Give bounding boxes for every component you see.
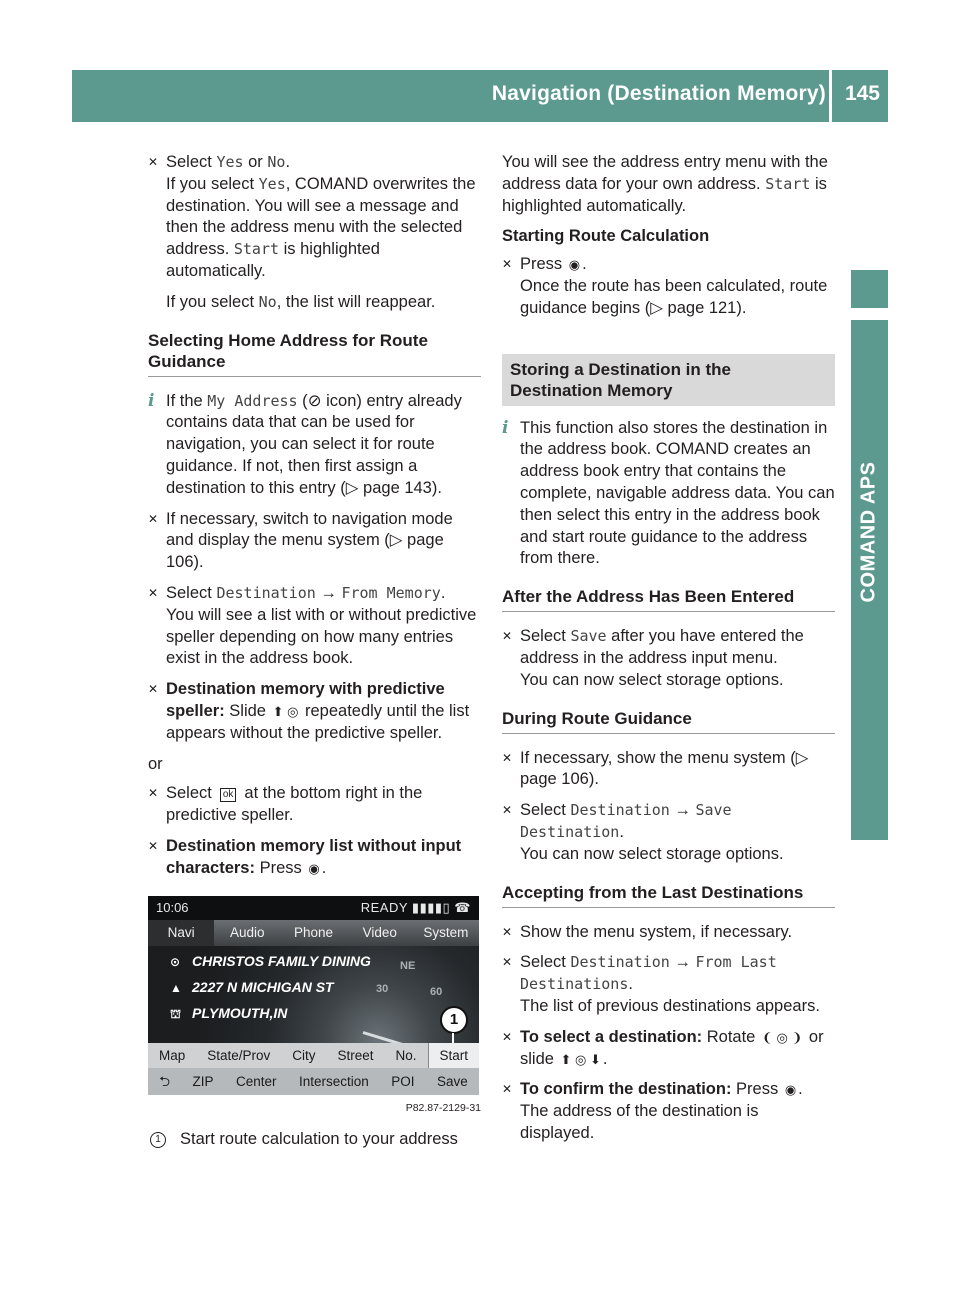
instruction-step: ✕ If necessary, switch to navigation mode and display the menu system (▷ page 106). bbox=[148, 509, 453, 572]
ok-key-icon: ok bbox=[220, 788, 237, 802]
screen-btn-map[interactable]: Map bbox=[158, 1047, 186, 1063]
screen-status-text: READY ▮▮▮▮▯ ☎ bbox=[360, 899, 471, 915]
comand-screen-figure bbox=[148, 896, 479, 1095]
section-heading-after-address: After the Address Has Been Entered bbox=[502, 586, 835, 612]
step-arrow-icon: ✕ bbox=[502, 924, 513, 939]
instruction-step: ✕ Select Save after you have entered the address in the address input menu. You can now select storage options. bbox=[502, 627, 804, 689]
step-arrow-icon: ✕ bbox=[502, 803, 513, 818]
heading-starting-route: Starting Route Calculation bbox=[502, 227, 710, 246]
instruction-step: ✕ Select ok at the bottom right in the predictive speller. bbox=[148, 784, 423, 825]
instruction-step: ✕ Destination memory list without input characters: Press ◉ . bbox=[148, 836, 481, 880]
side-tab bbox=[851, 320, 888, 840]
figure-callout-1: 1 bbox=[440, 1006, 468, 1034]
press-controller-icon: ◉ bbox=[308, 860, 320, 876]
section-heading-during-guidance: During Route Guidance bbox=[502, 708, 835, 734]
screen-btn-no[interactable]: No. bbox=[395, 1047, 417, 1063]
screen-btn-center[interactable]: Center bbox=[236, 1073, 277, 1089]
screen-status-bar bbox=[148, 896, 479, 920]
slide-up-controller-icon: ⬆ ◎ bbox=[272, 703, 299, 719]
screen-tab-phone[interactable]: Phone bbox=[293, 924, 334, 940]
press-controller-icon: ◉ bbox=[568, 257, 581, 273]
step-arrow-icon: ✕ bbox=[502, 629, 513, 644]
info-note: i If the My Address (⊘ icon) entry already contains data that can be used for navigation, you can select it for route guidance. If not, then first assign a destination to this entry (▷ page 143). bbox=[148, 390, 462, 497]
step-arrow-icon: ✕ bbox=[148, 585, 159, 600]
address-row-city: ⛫ PLYMOUTH,IN bbox=[170, 1003, 287, 1026]
screen-tab-navi[interactable]: Navi bbox=[148, 920, 214, 946]
screen-btn-poi[interactable]: POI bbox=[391, 1073, 415, 1089]
section-heading-home-address: Selecting Home Address for Route Guidance bbox=[148, 330, 481, 377]
address-row-name: ⊙ CHRISTOS FAMILY DINING bbox=[170, 951, 371, 974]
city-icon: ⛫ bbox=[170, 1006, 182, 1021]
step-note: If you select No, the list will reappear. bbox=[166, 292, 436, 311]
page-number: 145 bbox=[844, 82, 880, 105]
screen-address-panel bbox=[148, 946, 479, 1043]
side-tab-label: COMAND APS bbox=[857, 461, 880, 603]
screen-option-bar bbox=[148, 1068, 479, 1095]
step-arrow-icon: ✕ bbox=[502, 1082, 513, 1097]
back-icon[interactable]: ⮌ bbox=[159, 1073, 171, 1089]
or-text: or bbox=[148, 754, 163, 773]
press-controller-icon: ◉ bbox=[784, 1082, 797, 1098]
screen-btn-save[interactable]: Save bbox=[437, 1073, 468, 1089]
left-column bbox=[148, 152, 481, 1151]
figure-reference: P82.87-2129-31 bbox=[405, 1101, 481, 1114]
instruction-step: ✕ Destination memory with predictive speller: Slide ⬆ ◎ repeatedly until the list appears without the predictive speller. bbox=[148, 680, 470, 742]
step-arrow-icon: ✕ bbox=[502, 955, 513, 970]
callout-number-icon: 1 bbox=[150, 1132, 166, 1148]
screen-btn-city[interactable]: City bbox=[292, 1047, 316, 1063]
compass-ne-label: NE bbox=[400, 959, 416, 972]
instruction-step: ✕ Select Destination → From Last Destinations. The list of previous destinations appears. bbox=[502, 953, 820, 1015]
screen-btn-start[interactable]: Start bbox=[428, 1043, 479, 1068]
step-arrow-icon: ✕ bbox=[148, 682, 159, 697]
step-arrow-icon: ✕ bbox=[502, 1029, 513, 1044]
figure-caption: 1 Start route calculation to your address bbox=[148, 1129, 481, 1151]
no-entry-icon: ⊘ bbox=[307, 391, 322, 410]
step-arrow-icon: ✕ bbox=[148, 786, 159, 801]
side-tab-marker bbox=[851, 270, 888, 308]
page-title: Navigation (Destination Memory) bbox=[491, 82, 826, 105]
instruction-step: ✕ Select Destination → From Memory. You will see a list with or without predictive speller depending on how many entries exist in the address book. bbox=[148, 583, 477, 668]
screen-address-bar bbox=[148, 1043, 479, 1068]
right-column bbox=[502, 152, 835, 1154]
instruction-step: ✕ To confirm the destination: Press ◉ . The address of the destination is displayed. bbox=[502, 1080, 803, 1142]
poi-icon: ⊙ bbox=[170, 954, 181, 969]
step-arrow-icon: ✕ bbox=[148, 511, 159, 526]
instruction-step: ✕ To select a destination: Rotate ❨ ◎ ❩ or slide ⬆ ◎ ⬇ . bbox=[502, 1027, 835, 1071]
instruction-step: ✕ Select Destination → Save Destination. You can now select storage options. bbox=[502, 801, 784, 863]
screen-clock: 10:06 bbox=[156, 899, 189, 915]
info-icon: i bbox=[148, 390, 155, 411]
step-arrow-icon: ✕ bbox=[502, 750, 513, 765]
instruction-step: ✕ Select Yes or No. If you select Yes, COMAND overwrites the destination. You will see a message and then the address menu with the selected address. Start is highlighted automatically. bbox=[148, 153, 476, 280]
section-heading-storing: Storing a Destination in the Destination Memory bbox=[502, 354, 835, 406]
screen-main-tabs bbox=[148, 920, 479, 946]
step-arrow-icon: ✕ bbox=[502, 257, 513, 272]
compass-30-label: 30 bbox=[376, 982, 389, 995]
step-arrow-icon: ✕ bbox=[148, 155, 159, 169]
address-row-street: ▲ 2227 N MICHIGAN ST bbox=[170, 977, 334, 1000]
intro-paragraph: You will see the address entry menu with the address data for your own address. Start is highlighted automatically. bbox=[502, 153, 828, 215]
screen-btn-street[interactable]: Street bbox=[337, 1047, 374, 1063]
screen-tab-video[interactable]: Video bbox=[362, 924, 397, 940]
section-heading-last-destinations: Accepting from the Last Destinations bbox=[502, 882, 835, 908]
header-divider bbox=[829, 70, 832, 122]
street-icon: ▲ bbox=[170, 980, 182, 995]
step-arrow-icon: ✕ bbox=[148, 838, 159, 853]
instruction-step: ✕ Show the menu system, if necessary. bbox=[502, 922, 835, 944]
info-note: i This function also stores the destination in the address book. COMAND creates an address book entry that contains the complete, navigable address data. You can then select this entry in the address book and start route guidance to the address from there. bbox=[502, 417, 835, 568]
screen-btn-state[interactable]: State/Prov bbox=[207, 1047, 271, 1063]
screen-tab-audio[interactable]: Audio bbox=[230, 924, 265, 940]
instruction-step: ✕ Press ◉ . Once the route has been calculated, route guidance begins (▷ page 121). bbox=[502, 255, 828, 317]
instruction-step: ✕ If necessary, show the menu system (▷ page 106). bbox=[502, 748, 809, 789]
page-header bbox=[72, 70, 888, 122]
compass-60-label: 60 bbox=[430, 985, 443, 998]
slide-controller-icon: ⬆ ◎ ⬇ bbox=[560, 1051, 601, 1067]
screen-btn-zip[interactable]: ZIP bbox=[192, 1073, 214, 1089]
screen-btn-intersection[interactable]: Intersection bbox=[299, 1073, 369, 1089]
info-icon: i bbox=[502, 417, 509, 438]
screen-tab-system[interactable]: System bbox=[423, 924, 469, 940]
rotate-controller-icon: ❨ ◎ ❩ bbox=[761, 1029, 803, 1045]
